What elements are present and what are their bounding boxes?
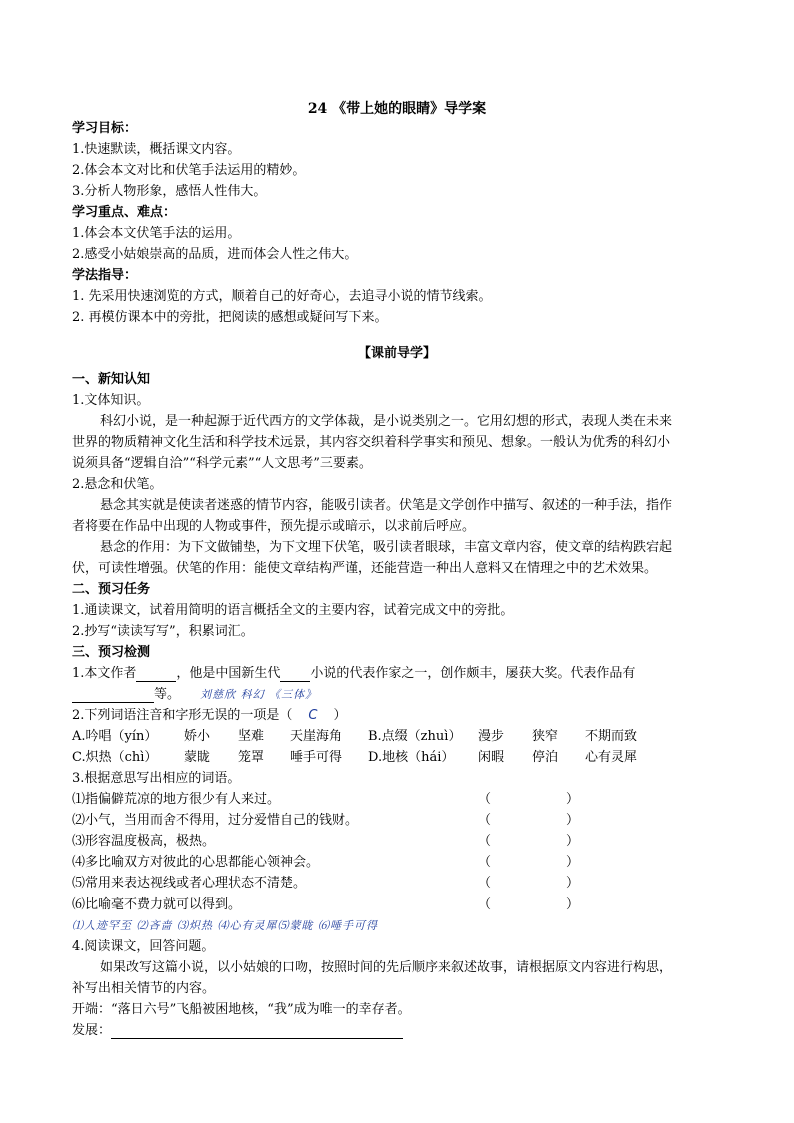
q4-paragraph: 如果改写这篇小说，以小姑娘的口吻，按照时间的先后顺序来叙述故事，请根据原文内容进行构思， <box>100 960 673 975</box>
handwritten-answer: C <box>308 708 318 723</box>
q2-close: ） <box>333 708 347 723</box>
q1-text: 1.本文作者 <box>72 666 137 681</box>
option-item: 狭窄 <box>532 729 559 744</box>
option-item: 天崖海角 <box>290 729 343 744</box>
preclass-heading: 【课前导学】 <box>357 346 436 361</box>
paren-open: （ <box>478 792 492 807</box>
q1-text: ，他是中国新生代 <box>176 666 281 681</box>
key-heading: 学习重点、难点： <box>72 205 177 220</box>
part2-item: 1.通读课文，试着用简明的语言概括全文的主要内容，试着完成文中的旁批。 <box>72 603 514 618</box>
option-item: A.吟唱（yín） <box>72 729 158 744</box>
option-item: 娇小 <box>184 729 211 744</box>
method-item: 1. 先采用快速浏览的方式，顺着自己的好奇心，去追寻小说的情节线索。 <box>72 289 492 304</box>
q4-start: 开端：“落日六号”飞船被困地核，“我”成为唯一的幸存者。 <box>72 1002 411 1017</box>
q4-development <box>72 1023 403 1039</box>
option-item: D.地核（hái） <box>368 750 455 765</box>
part1-paragraph: 悬念的作用：为下文做铺垫，为下文埋下伏笔，吸引读者眼球，丰富文章内容，使文章的结构跌宕起 <box>100 540 673 555</box>
part1-heading: 一、新知认知 <box>72 372 151 387</box>
paren-open: （ <box>478 813 492 828</box>
answer-blank[interactable] <box>111 1025 403 1039</box>
q3-item: ⑶形容温度极高，极热。 <box>72 834 216 849</box>
part1-paragraph: 世界的物质精神文化生活和科学技术远景，其内容交织着科学事实和预见、想象。一般认为优秀的科幻小 <box>72 435 671 450</box>
question-4: 4.阅读课文，回答问题。 <box>72 939 215 954</box>
option-item: 笼罩 <box>238 750 265 765</box>
document-title: 24 《带上她的眼睛》导学案 <box>307 101 487 117</box>
part1-paragraph: 者将要在作品中出现的人物或事件，预先提示或暗示，以求前后呼应。 <box>72 519 476 534</box>
question-1-cont <box>72 687 317 703</box>
q2-stem: 2.下列词语注音和字形无误的一项是（ <box>72 708 293 723</box>
q1-text: 小说的代表作家之一，创作颇丰，屡获大奖。代表作品有 <box>310 666 636 681</box>
goals-heading: 学习目标： <box>72 121 138 136</box>
option-item: 唾手可得 <box>290 750 343 765</box>
paren-close: ） <box>566 834 580 849</box>
option-item: 蒙眬 <box>184 750 211 765</box>
q3-item: ⑹比喻毫不费力就可以得到。 <box>72 897 242 912</box>
paren-open: （ <box>478 897 492 912</box>
question-1 <box>72 666 635 682</box>
option-item: 坚难 <box>238 729 265 744</box>
part3-heading: 三、预习检测 <box>72 645 151 660</box>
part1-paragraph: 伏，可读性增强。伏笔的作用：能使文章结构严谨，还能营造一种出人意料又在情理之中的艺术效果。 <box>72 561 658 576</box>
goal-item: 1.快速默读，概括课文内容。 <box>72 142 241 157</box>
option-item: C.炽热（chì） <box>72 750 158 765</box>
paren-close: ） <box>566 813 580 828</box>
paren-close: ） <box>566 855 580 870</box>
q3-item: ⑴指偏僻荒凉的地方很少有人来过。 <box>72 792 281 807</box>
part1-paragraph: 科幻小说，是一种起源于近代西方的文学体裁，是小说类别之一。它用幻想的形式，表现人类在未来 <box>100 414 673 429</box>
handwritten-answers: ⑴人迹罕至 ⑵吝啬 ⑶炽热 ⑷心有灵犀⑸蒙眬 ⑹唾手可得 <box>72 919 378 932</box>
paren-open: （ <box>478 834 492 849</box>
part2-heading: 二、预习任务 <box>72 582 151 597</box>
paren-close: ） <box>566 876 580 891</box>
option-item: 闲暇 <box>478 750 505 765</box>
answer-blank[interactable] <box>72 689 154 703</box>
q4-dev-label: 发展： <box>72 1023 112 1038</box>
option-item: 漫步 <box>478 729 505 744</box>
option-item: 停泊 <box>532 750 559 765</box>
answer-blank[interactable] <box>280 668 310 682</box>
q3-item: ⑵小气，当用而舍不得用，过分爱惜自己的钱财。 <box>72 813 359 828</box>
paren-open: （ <box>478 876 492 891</box>
goal-item: 3.分析人物形象，感悟人性伟大。 <box>72 184 267 199</box>
method-heading: 学法指导： <box>72 268 138 283</box>
paren-close: ） <box>566 792 580 807</box>
q1-text: 等。 <box>154 687 181 702</box>
question-2 <box>72 708 347 724</box>
part2-item: 2.抄写“读读写写”，积累词汇。 <box>72 624 254 639</box>
option-item: 不期而致 <box>585 729 638 744</box>
part1-sub1: 1.文体知识。 <box>72 393 150 408</box>
q4-paragraph: 补写出相关情节的内容。 <box>72 981 216 996</box>
handwritten-answer: 刘慈欣 科幻 《三体》 <box>200 688 318 701</box>
key-item: 1.体会本文伏笔手法的运用。 <box>72 226 241 241</box>
option-item: 心有灵犀 <box>585 750 638 765</box>
answer-blank[interactable] <box>136 668 176 682</box>
part1-paragraph: 悬念其实就是使读者迷惑的情节内容，能吸引读者。伏笔是文学创作中描写、叙述的一种手法，指作 <box>100 498 673 513</box>
key-item: 2.感受小姑娘崇高的品质，进而体会人性之伟大。 <box>72 247 358 262</box>
question-3: 3.根据意思写出相应的词语。 <box>72 771 241 786</box>
option-item: B.点缀（zhuì） <box>368 729 462 744</box>
goal-item: 2.体会本文对比和伏笔手法运用的精妙。 <box>72 163 306 178</box>
q3-item: ⑸常用来表达视线或者心理状态不清楚。 <box>72 876 307 891</box>
method-item: 2. 再模仿课本中的旁批，把阅读的感想或疑问写下来。 <box>72 310 388 325</box>
paren-close: ） <box>566 897 580 912</box>
paren-open: （ <box>478 855 492 870</box>
part1-paragraph: 说须具备“逻辑自洽”“科学元素”“人文思考”三要素。 <box>72 456 372 471</box>
q3-item: ⑷多比喻双方对彼此的心思都能心领神会。 <box>72 855 320 870</box>
part1-sub2: 2.悬念和伏笔。 <box>72 477 163 492</box>
